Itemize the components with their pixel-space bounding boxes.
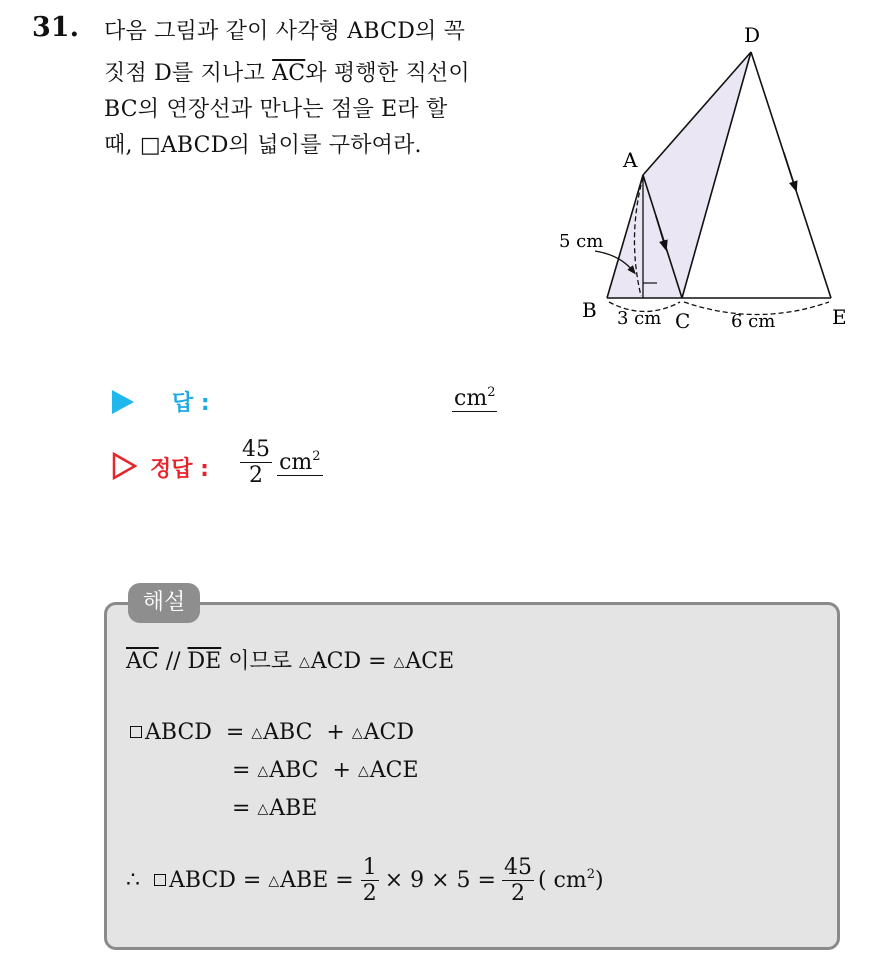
solution-line-2: ABCD = △ABC + △ACD: [130, 720, 414, 745]
fraction-result: [502, 856, 534, 905]
ce-length-label: 6 cm: [731, 311, 776, 332]
triangle-acd-2: ACD: [363, 720, 414, 745]
triangle-abc: ABC: [263, 720, 313, 745]
segment-de: $\overline{DE}$: [187, 649, 222, 674]
fraction-denominator: 2: [249, 463, 263, 489]
result-numerator: 45: [503, 855, 532, 880]
triangle-abc-2: ABC: [269, 758, 319, 783]
question-line-2-tail: 와 평행한 직선이: [305, 61, 470, 86]
triangle-abe-2: ABE: [280, 868, 329, 894]
correct-answer-unit: [277, 450, 322, 476]
point-label-e: E: [832, 305, 847, 329]
bc-length-label: 3 cm: [617, 308, 662, 329]
product-text: × 9 × 5 =: [384, 868, 496, 894]
correct-answer-fraction: [240, 438, 272, 487]
solution-line-4: = △ABE: [232, 796, 318, 821]
answer-unit-exp: 2: [487, 385, 496, 400]
result-unit: ( $cm^2$): [537, 867, 604, 894]
question-line-2-head: 짓점 D를 지나고: [104, 61, 273, 86]
result-unit-exp: 2: [586, 867, 596, 883]
since-text: 이므로: [221, 649, 299, 674]
question-number: 31.: [32, 12, 79, 43]
quad-abcd-2: ABCD: [169, 868, 236, 894]
question-line-4: 때, □ABCD의 넓이를 구하여라.: [104, 133, 422, 158]
result-denominator: 2: [510, 881, 525, 907]
triangle-ace: ACE: [405, 649, 455, 674]
square-icon-2: [154, 874, 166, 886]
correct-answer-value: [240, 438, 323, 487]
equals-1: =: [361, 649, 394, 674]
question-line-1: 다음 그림과 같이 사각형 ABCD의 꼭: [104, 19, 466, 44]
result-unit-base: cm: [553, 868, 587, 894]
height-label: 5 cm: [559, 231, 604, 252]
correct-answer-outline-play-icon: [112, 452, 138, 480]
therefore-sign: ∴: [126, 868, 140, 894]
answer-label: 답 :: [172, 391, 210, 416]
fraction-half: [361, 856, 379, 905]
quadrilateral-diagram: [555, 15, 875, 345]
solution-tab: 해설: [128, 583, 200, 623]
question-line-2: [104, 56, 470, 87]
point-label-a: A: [623, 148, 638, 172]
triangle-abe: ABE: [269, 796, 318, 821]
parallel-sign: //: [158, 649, 188, 674]
solution-line-3: = △ABC + △ACE: [232, 758, 419, 783]
segment-ac: $\overline{AC}$: [272, 61, 306, 86]
half-numerator: 1: [362, 855, 377, 880]
point-label-c: C: [675, 309, 691, 333]
answer-unit: [452, 386, 497, 411]
correct-answer-label: 정답 :: [150, 457, 209, 482]
answer-play-icon: [112, 390, 134, 414]
solution-line-5: ∴ ABCD = △ ABE = $\frac{1}{2}$ × 9 × 5 = $\frac{45}{2}$ ( $cm^2$): [126, 855, 604, 907]
correct-unit-base: cm: [279, 450, 313, 476]
answer-unit-base: cm: [454, 386, 488, 411]
correct-unit-exp: 2: [312, 449, 321, 465]
fraction-numerator: 45: [242, 437, 270, 462]
arrow-de: [784, 153, 795, 187]
answer-unit-text: [452, 386, 497, 412]
question-line-3: BC의 연장선과 만나는 점을 E라 할: [104, 97, 448, 122]
solution-line-1: $\overline{AC} // \overline{DE}$ 이므로 △ACD = △ACE: [126, 649, 455, 674]
point-label-b: B: [582, 298, 597, 322]
triangle-ace-2: ACE: [369, 758, 419, 783]
square-icon: [130, 726, 142, 738]
segment-ac-2: $\overline{AC}$: [126, 649, 159, 674]
triangle-acd: ACD: [310, 649, 362, 674]
half-denominator: 2: [362, 881, 377, 907]
point-label-d: D: [744, 23, 761, 47]
shaded-quadrilateral: [607, 52, 751, 298]
quad-abcd: ABCD: [145, 720, 212, 745]
